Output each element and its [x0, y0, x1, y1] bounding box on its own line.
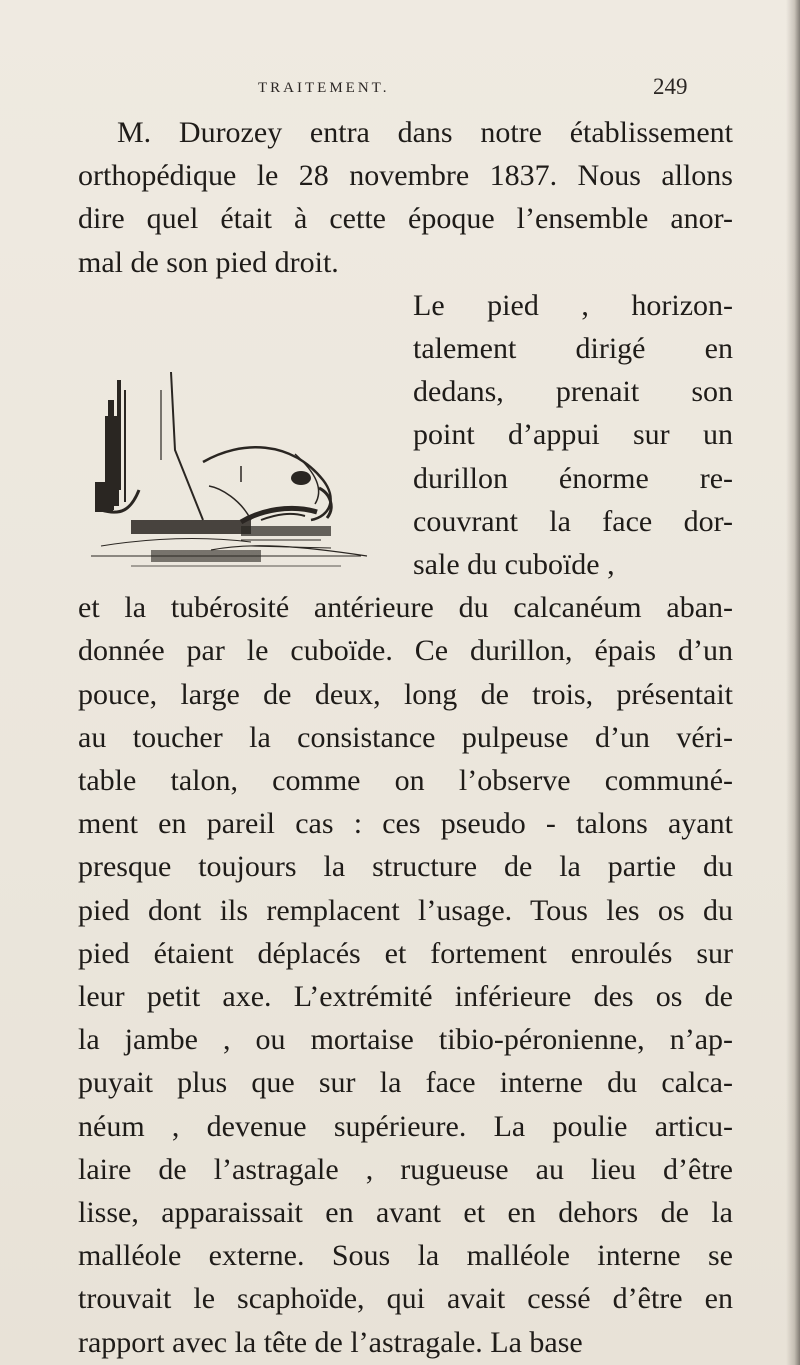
text-line [413, 374, 733, 410]
text-line [413, 504, 733, 540]
text-line [78, 158, 733, 194]
text-line-content: au toucher la consistance pulpeuse d’un véri- [78, 720, 733, 754]
text-line-content: sale du cuboïde , [413, 548, 615, 581]
page-edge-shadow [786, 0, 800, 1365]
text-line [78, 1238, 733, 1274]
text-line [78, 806, 733, 842]
text-line-content: couvrant la face dor- [413, 504, 733, 538]
text-line [78, 720, 733, 756]
text-line [78, 1152, 733, 1188]
text-line [78, 677, 733, 713]
text-line-content: table talon, comme on l’observe communé- [78, 764, 733, 797]
text-line [78, 1065, 733, 1101]
text-line [413, 288, 733, 324]
text-line-content: ment en pareil cas : ces pseudo - talons ayant [78, 807, 733, 841]
page-number: 249 [653, 74, 688, 99]
running-head-title: TRAITEMENT. [258, 80, 390, 96]
text-line-content: leur petit axe. L’extrémité inférieure des os de [78, 980, 733, 1013]
text-line-content: Le pied , horizon- [413, 288, 734, 322]
text-line [78, 1281, 733, 1317]
text-line [78, 1022, 733, 1058]
text-line-content: pied étaient déplacés et fortement enroulés sur [78, 936, 734, 970]
text-line-content: M. Durozey entra dans notre établissement [117, 116, 733, 149]
text-line-content: rapport avec la tête de l’astragale. La base [78, 1325, 583, 1359]
text-line [78, 1195, 733, 1231]
text-line [78, 893, 733, 929]
text-line-content: la jambe , ou mortaise tibio-péronienne, n’ap- [78, 1023, 733, 1057]
text-line-content: laire de l’astragale , rugueuse au lieu d’être [78, 1152, 733, 1186]
text-line-content: presque toujours la structure de la partie du [78, 850, 734, 884]
text-line-content: dire quel était à cette époque l’ensemble anor- [78, 202, 734, 236]
running-head [0, 74, 800, 104]
text-line-content: donnée par le cuboïde. Ce durillon, épais d’un [78, 634, 734, 668]
text-line [413, 461, 733, 497]
clubfoot-engraving-icon [91, 370, 376, 588]
text-line [78, 763, 733, 799]
text-line-content: durillon énorme re- [413, 461, 734, 495]
text-line [78, 849, 733, 885]
text-line [78, 633, 733, 669]
text-line-content: mal de son pied droit. [78, 245, 339, 279]
text-line [117, 115, 733, 151]
text-line-content: néum , devenue supérieure. La poulie articu- [78, 1109, 734, 1143]
text-line [78, 201, 733, 237]
text-line-content: puyait plus que sur la face interne du calca- [78, 1066, 733, 1100]
text-line-content: lisse, apparaissait en avant et en dehors de la [78, 1196, 733, 1229]
text-line [413, 417, 733, 453]
text-line [78, 1325, 583, 1361]
text-line [78, 590, 733, 626]
text-line-content: trouvait le scaphoïde, qui avait cessé d’être en [78, 1282, 733, 1316]
text-line [78, 936, 733, 972]
text-line-content: orthopédique le 28 novembre 1837. Nous allons [78, 159, 733, 193]
text-line-content: pouce, large de deux, long de trois, présentait [78, 677, 734, 711]
text-line [413, 331, 733, 367]
text-line [78, 1109, 733, 1145]
text-line-content: talement dirigé en [413, 332, 733, 365]
text-line-content: point d’appui sur un [413, 418, 733, 452]
text-line [78, 979, 733, 1015]
text-line-content: et la tubérosité antérieure du calcanéum aban- [78, 591, 734, 625]
text-line-content: malléole externe. Sous la malléole interne se [78, 1239, 733, 1273]
text-line-content: pied dont ils remplacent l’usage. Tous les os du [78, 893, 733, 927]
text-line [413, 547, 615, 583]
text-line [78, 245, 339, 281]
text-line-content: dedans, prenait son [413, 375, 733, 409]
